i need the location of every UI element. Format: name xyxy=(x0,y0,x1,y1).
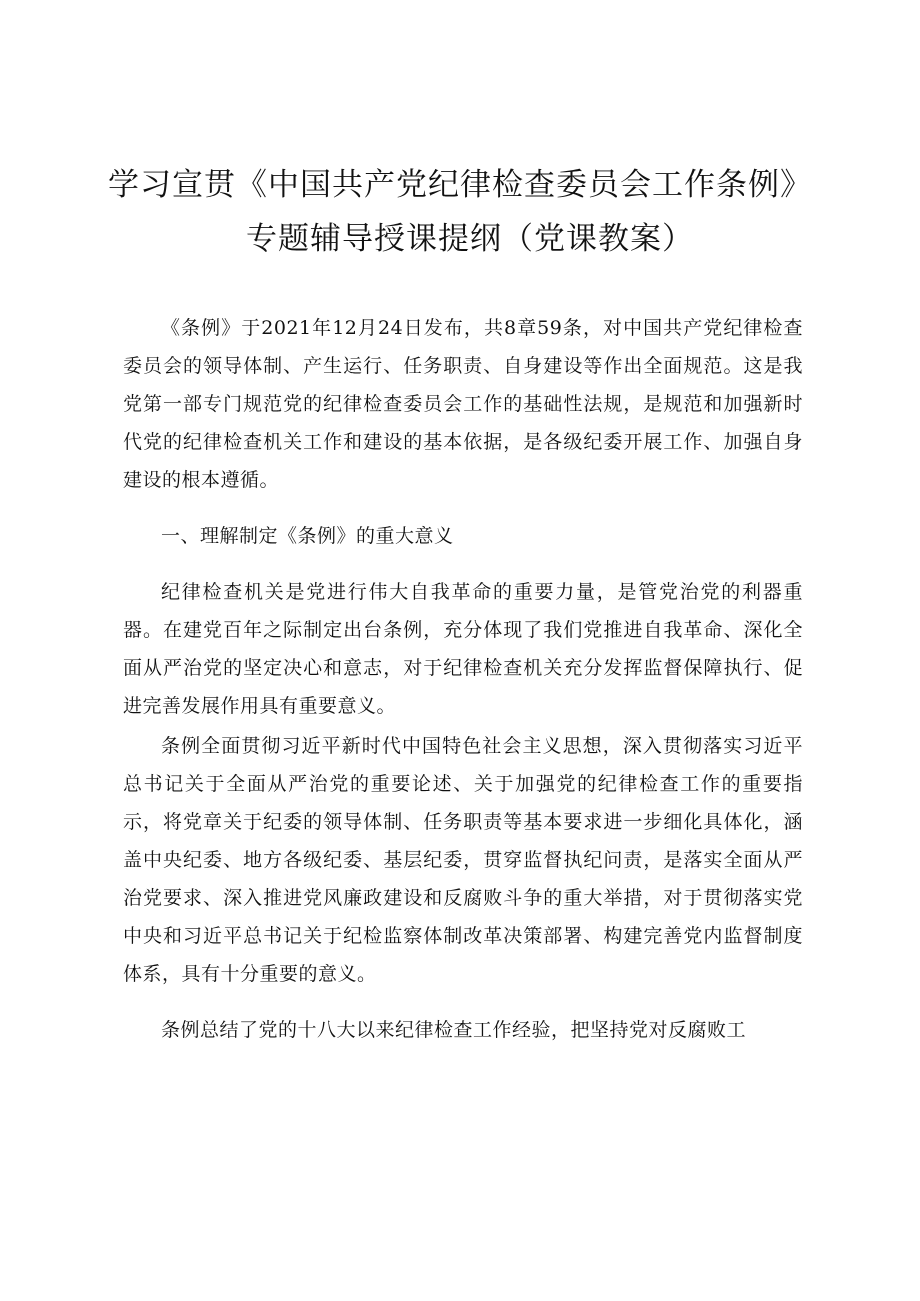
section-heading-1: 一、理解制定《条例》的重大意义 xyxy=(161,525,454,547)
paragraph-intro: 《条例》于2021年12月24日发布，共8章59条，对中国共产党纪律检查委员会的领导体制、产生运行、任务职责、自身建设等作出全面规范。这是我党第一部专门规范党的纪律检查委员会工作的基础性法规，是规范和加强新时代党的纪律检查机关工作和建设的基本依据，是各级纪委开展工作、加强自身建设的根本遵循。 xyxy=(123,317,803,491)
paragraph-significance-1: 纪律检查机关是党进行伟大自我革命的重要力量，是管党治党的利器重器。在建党百年之际制定出台条例，充分体现了我们党推进自我革命、深化全面从严治党的坚定决心和意志，对于纪律检查机关充分发挥监督保障执行、促进完善发展作用具有重要意义。 xyxy=(123,581,803,717)
document-title-line-2: 专题辅导授课提纲（党课教案） xyxy=(246,221,694,257)
paragraph-significance-2: 条例全面贯彻习近平新时代中国特色社会主义思想，深入贯彻落实习近平总书记关于全面从严治党的重要论述、关于加强党的纪律检查工作的重要指示，将党章关于纪委的领导体制、任务职责等基本要求进一步细化具体化，涵盖中央纪委、地方各级纪委、基层纪委，贯穿监督执纪问责，是落实全面从严治党要求、深入推进党风廉政建设和反腐败斗争的重大举措，对于贯彻落实党中央和习近平总书记关于纪检监察体制改革决策部署、构建完善党内监督制度体系，具有十分重要的意义。 xyxy=(123,735,803,985)
paragraph-significance-3: 条例总结了党的十八大以来纪律检查工作经验，把坚持党对反腐败工 xyxy=(161,1019,747,1041)
document-body xyxy=(123,309,803,1049)
document-title-line-1: 学习宣贯《中国共产党纪律检查委员会工作条例》 xyxy=(108,167,812,203)
